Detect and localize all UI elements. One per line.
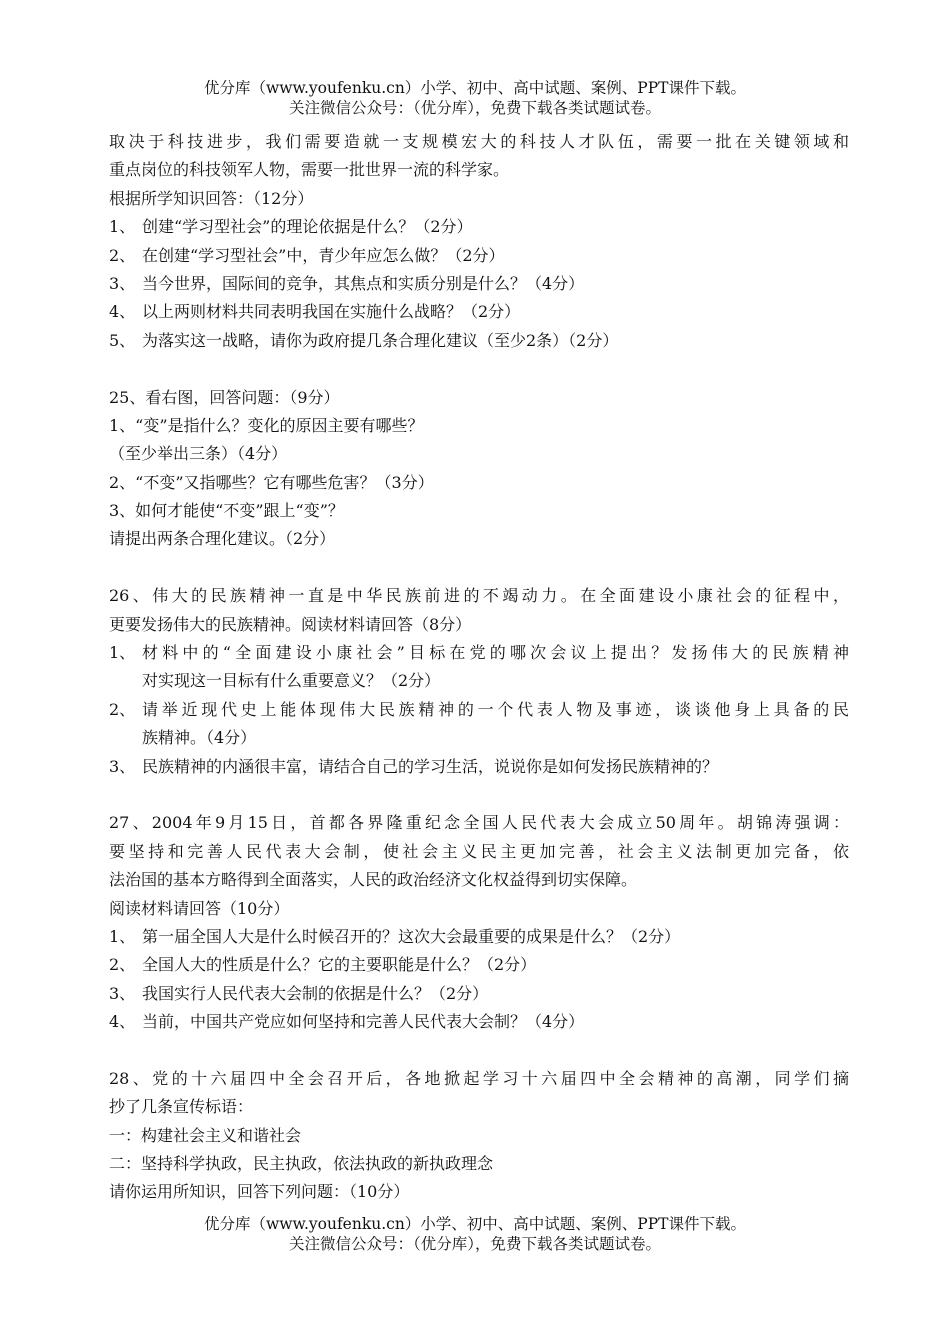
item-text: 当今世界，国际间的竞争，其焦点和实质分别是什么？（4分） <box>142 273 585 293</box>
list-item <box>109 213 849 241</box>
list-item <box>109 270 849 298</box>
question-24 <box>109 128 849 355</box>
list-item <box>109 327 849 355</box>
paragraph-line: 2、“不变”又指哪些？它有哪些危害？（3分） <box>109 472 434 492</box>
question-title: 28、党的十六届四中全会召开后，各地掀起学习十六届四中全会精神的高潮，同学们摘 <box>109 1068 849 1088</box>
item-text: 为落实这一战略，请你为政府提几条合理化建议（至少2条）（2分） <box>142 330 619 350</box>
paragraph-line: 法治国的基本方略得到全面落实，人民的政治经济文化权益得到切实保障。 <box>109 870 638 890</box>
item-number: 3、 <box>109 983 136 1003</box>
item-text: 以上两则材料共同表明我国在实施什么战略？（2分） <box>142 302 521 322</box>
paragraph-line: 3、如何才能使“不变”跟上“变”？ <box>109 501 344 521</box>
question-28 <box>109 1065 849 1207</box>
list-item <box>109 696 849 724</box>
item-number: 1、 <box>109 643 136 663</box>
list-item <box>109 923 849 951</box>
item-number: 4、 <box>109 302 136 322</box>
paragraph-line: 更要发扬伟大的民族精神。阅读材料请回答（8分） <box>109 614 472 634</box>
item-text: 请举近现代史上能体现伟大民族精神的一个代表人物及事迹，谈谈他身上具备的民 <box>142 699 849 719</box>
item-number: 1、 <box>109 926 136 946</box>
item-number: 2、 <box>109 955 136 975</box>
paragraph-line: 取决于科技进步，我们需要造就一支规模宏大的科技人才队伍，需要一批在关键领域和 <box>109 132 849 151</box>
item-text: 当前，中国共产党应如何坚持和完善人民代表大会制？（4分） <box>142 1012 585 1032</box>
blank-line <box>109 554 849 582</box>
question-title: 26、伟大的民族精神一直是中华民族前进的不竭动力。在全面建设小康社会的征程中， <box>109 586 849 606</box>
item-text: 第一届全国人大是什么时候召开的？这次大会最重要的成果是什么？（2分） <box>142 926 681 946</box>
item-text-continued: 族精神。（4分） <box>142 728 257 748</box>
item-text: 在创建“学习型社会”中，青少年应怎么做？（2分） <box>142 245 505 265</box>
paragraph-line: （至少举出三条）（4分） <box>109 444 288 464</box>
paragraph-line: 1、“变”是指什么？变化的原因主要有哪些？ <box>109 415 424 435</box>
item-number: 2、 <box>109 245 136 265</box>
question-title: 27、2004年9月15日，首都各界隆重纪念全国人民代表大会成立50周年。胡锦涛强调： <box>109 813 849 833</box>
header-line-2: 关注微信公众号：（优分库），免费下载各类试题试卷。 <box>288 99 661 117</box>
footer-line-2: 关注微信公众号：（优分库），免费下载各类试题试卷。 <box>288 1235 661 1253</box>
paragraph-line: 请提出两条合理化建议。（2分） <box>109 529 336 549</box>
item-number: 4、 <box>109 1012 136 1032</box>
item-text-continued: 对实现这一目标有什么重要意义？（2分） <box>142 671 441 691</box>
item-number: 3、 <box>109 273 136 293</box>
slogan-line: 一：构建社会主义和谐社会 <box>109 1125 302 1145</box>
list-item <box>109 242 849 270</box>
page-header <box>0 78 950 118</box>
list-item <box>109 980 849 1008</box>
page-footer <box>0 1214 950 1254</box>
question-prompt: 请你运用所知识，回答下列问题：（10分） <box>109 1182 410 1202</box>
item-text: 材料中的“全面建设小康社会”目标在党的哪次会议上提出？发扬伟大的民族精神 <box>142 643 849 663</box>
slogan-line: 二：坚持科学执政，民主执政，依法执政的新执政理念 <box>109 1154 494 1174</box>
paragraph-line: 要坚持和完善人民代表大会制，使社会主义民主更加完善，社会主义法制更加完备，依 <box>109 841 849 861</box>
blank-line <box>109 1037 849 1065</box>
list-item <box>109 951 849 979</box>
question-title: 25、看右图，回答问题：（9分） <box>109 387 340 407</box>
list-item <box>109 298 849 326</box>
question-25 <box>109 384 849 554</box>
question-prompt: 根据所学知识回答：（12分） <box>109 188 314 208</box>
footer-line-1: 优分库（www.youfenku.cn）小学、初中、高中试题、案例、PPT课件下载。 <box>203 1215 747 1233</box>
document-body <box>109 128 849 1207</box>
item-text: 创建“学习型社会”的理论依据是什么？（2分） <box>142 217 473 237</box>
blank-line <box>109 355 849 383</box>
item-number: 5、 <box>109 330 136 350</box>
paragraph-line: 抄了几条宣传标语： <box>109 1097 254 1117</box>
list-item <box>109 753 849 781</box>
list-item <box>109 639 849 667</box>
question-27 <box>109 809 849 1036</box>
question-prompt: 阅读材料请回答（10分） <box>109 898 290 918</box>
blank-line <box>109 781 849 809</box>
item-text: 我国实行人民代表大会制的依据是什么？（2分） <box>142 983 489 1003</box>
item-number: 3、 <box>109 756 136 776</box>
list-item <box>109 1008 849 1036</box>
item-number: 2、 <box>109 699 136 719</box>
paragraph-line: 重点岗位的科技领军人物，需要一批世界一流的科学家。 <box>109 160 510 180</box>
question-26 <box>109 582 849 781</box>
item-number: 1、 <box>109 217 136 237</box>
item-text: 民族精神的内涵很丰富，请结合自己的学习生活，说说你是如何发扬民族精神的？ <box>142 756 719 776</box>
item-text: 全国人大的性质是什么？它的主要职能是什么？（2分） <box>142 955 537 975</box>
header-line-1: 优分库（www.youfenku.cn）小学、初中、高中试题、案例、PPT课件下载。 <box>203 79 747 97</box>
